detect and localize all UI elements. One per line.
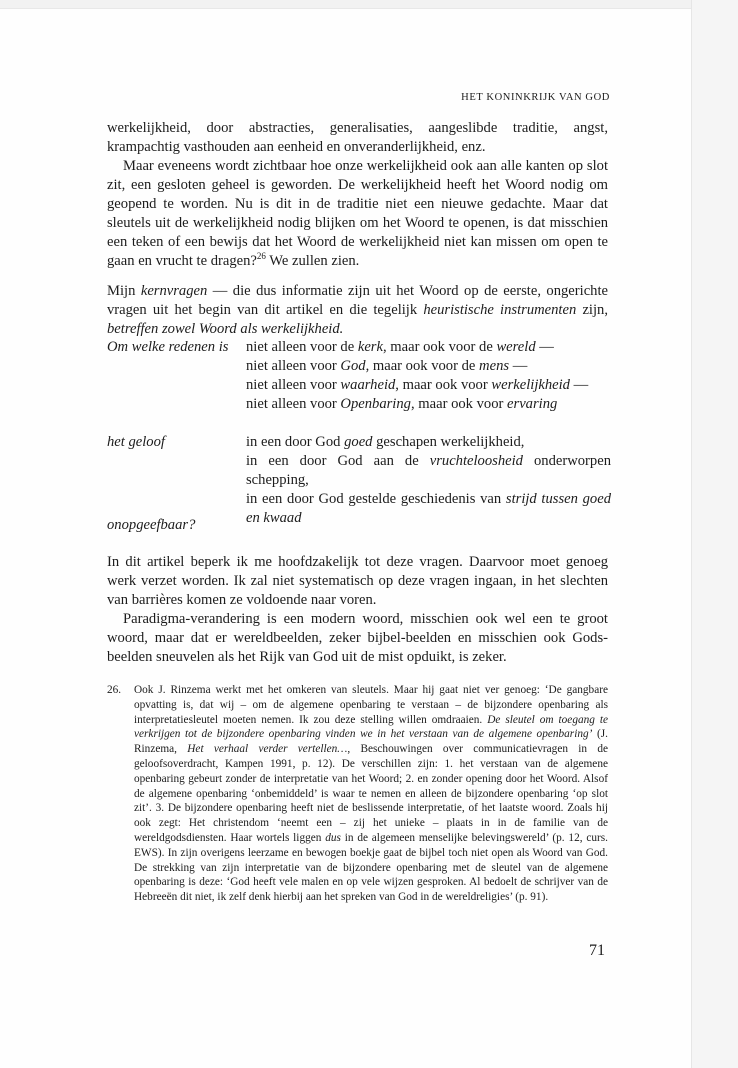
scan-edge-top xyxy=(0,0,738,9)
geloof-section xyxy=(107,433,617,528)
geloof-line: in een door God aan de vruchteloosheid onderworpen schepping, xyxy=(246,453,611,488)
paragraph-3: In dit artikel beperk ik me hoofdzakelijk tot deze vragen. Daarvoor moet genoeg werk verzet worden. Ik zal niet systematisch op deze vragen ingaan, in het slechten van barrières komen ze voldoende naar voren. xyxy=(107,554,608,608)
om-welke-line: niet alleen voor God, maar ook voor de mens — xyxy=(246,358,528,374)
om-welke-section xyxy=(107,338,617,414)
geloof-line: in een door God gestelde geschiedenis van strijd tussen goed en kwaad xyxy=(246,491,611,526)
running-head: HET KONINKRIJK VAN GOD xyxy=(461,92,610,103)
footnote-text: Ook J. Rinzema werkt met het omkeren van sleutels. Maar hij gaat niet ver genoeg: ‘De gangbare opvatting is, dat wij – om de algemene openbaring te verstaan – de bijzondere openbaring als interpretatiesleutel moeten nemen. Ik zou deze stelling willen omdraaien. De sleutel om toegang te verkrijgen tot de bijzondere openbaring vinden we in het verstaan van de algemene openbaring’ (J. Rinzema, Het verhaal verder vertellen…, Beschouwingen over communicatievragen in de geloofsoverdracht, Kampen 1991, p. 12). De verschillen zijn: 1. het verstaan van de algemene openbaring gebeurt zonder de interpretatie van het Woord; 2. en zonder opening door het Woord. Alsof de algemene openbaring ‘onbemiddeld’ is waar te nemen en alleen de bijzondere openbaring ‘op slot zit’. 3. De bijzondere openbaring heeft niet de beslissende interpretatie, of het laatste woord. Zoals hij ook zegt: Het christendom ‘neemt een – zij het unieke – plaats in in de familie van de wereldgodsdiensten. Haar wortels liggen dus in de algemeen menselijke belevingswereld’ (p. 12, curs. EWS). In zijn overigens leerzame en bewogen boekje gaat de bijbel toch niet open als Woord van God. De strekking van zijn interpretatie van de bijzondere openbaring met de sleutel van de algemene openbaring is deze: ‘God heeft vele malen en op vele wijzen gesproken. Al bedoelt de schrijver van de Hebreeën dit niet, ik zelf denk hierbij aan het spreken van God in de wereldreligies’ (p. 91). xyxy=(134,684,609,904)
paragraph-1: werkelijkheid, door abstracties, generalisaties, aangeslibde traditie, angst, krampachtig vasthouden aan eenheid en onveranderlijkheid, enz. xyxy=(107,120,608,155)
om-welke-line: niet alleen voor de kerk, maar ook voor de wereld — xyxy=(246,339,554,355)
om-welke-label: Om welke redenen is xyxy=(107,339,229,355)
om-welke-line: niet alleen voor Openbaring, maar ook voor ervaring xyxy=(246,396,558,412)
paragraph-4: Paradigma-verandering is een modern woord, misschien ook wel een te groot woord, maar dat er wereldbeelden, zeker bijbel-beelden en misschien ook Gods-beelden sneuvelen als het Rijk van God uit de mist opduikt, is zeker. xyxy=(107,611,608,665)
footnote-number: 26. xyxy=(107,684,122,696)
om-welke-line: niet alleen voor waarheid, maar ook voor werkelijkheid — xyxy=(246,377,589,393)
onopgeefbaar-label: onopgeefbaar? xyxy=(107,517,196,533)
geloof-line: in een door God goed geschapen werkelijkheid, xyxy=(246,434,525,450)
body-block-1 xyxy=(107,119,608,271)
footnote-26 xyxy=(107,683,608,905)
scan-edge-right xyxy=(691,0,738,1068)
geloof-label: het geloof xyxy=(107,434,165,450)
paragraph-2: Maar eveneens wordt zichtbaar hoe onze werkelijkheid ook aan alle kanten op slot zit, een gesloten geheel is geworden. De werkelijkheid heeft het Woord nodig om geopend te worden. Nu is dit in de traditie niet een nieuwe gedachte. Maar dat sleutels uit de werkelijkheid nodig blijken om het Woord te openen, is dat misschien een teken of een bewijs dat het Woord de werkelijkheid niet kan missen om open te gaan en vrucht te dragen?$^{26}$ We zullen zien. xyxy=(107,158,608,269)
page-number: 71 xyxy=(589,942,605,959)
footnote-ref[interactable]: 26 xyxy=(256,251,266,262)
body-block-3 xyxy=(107,553,608,667)
kernvragen-paragraph: Mijn kernvragen — die dus informatie zijn uit het Woord op de eerste, ongerichte vragen uit het begin van dit artikel en die tegelijk heuristische instrumenten zijn, betreffen zowel Woord als werkelijkheid. xyxy=(107,283,609,337)
